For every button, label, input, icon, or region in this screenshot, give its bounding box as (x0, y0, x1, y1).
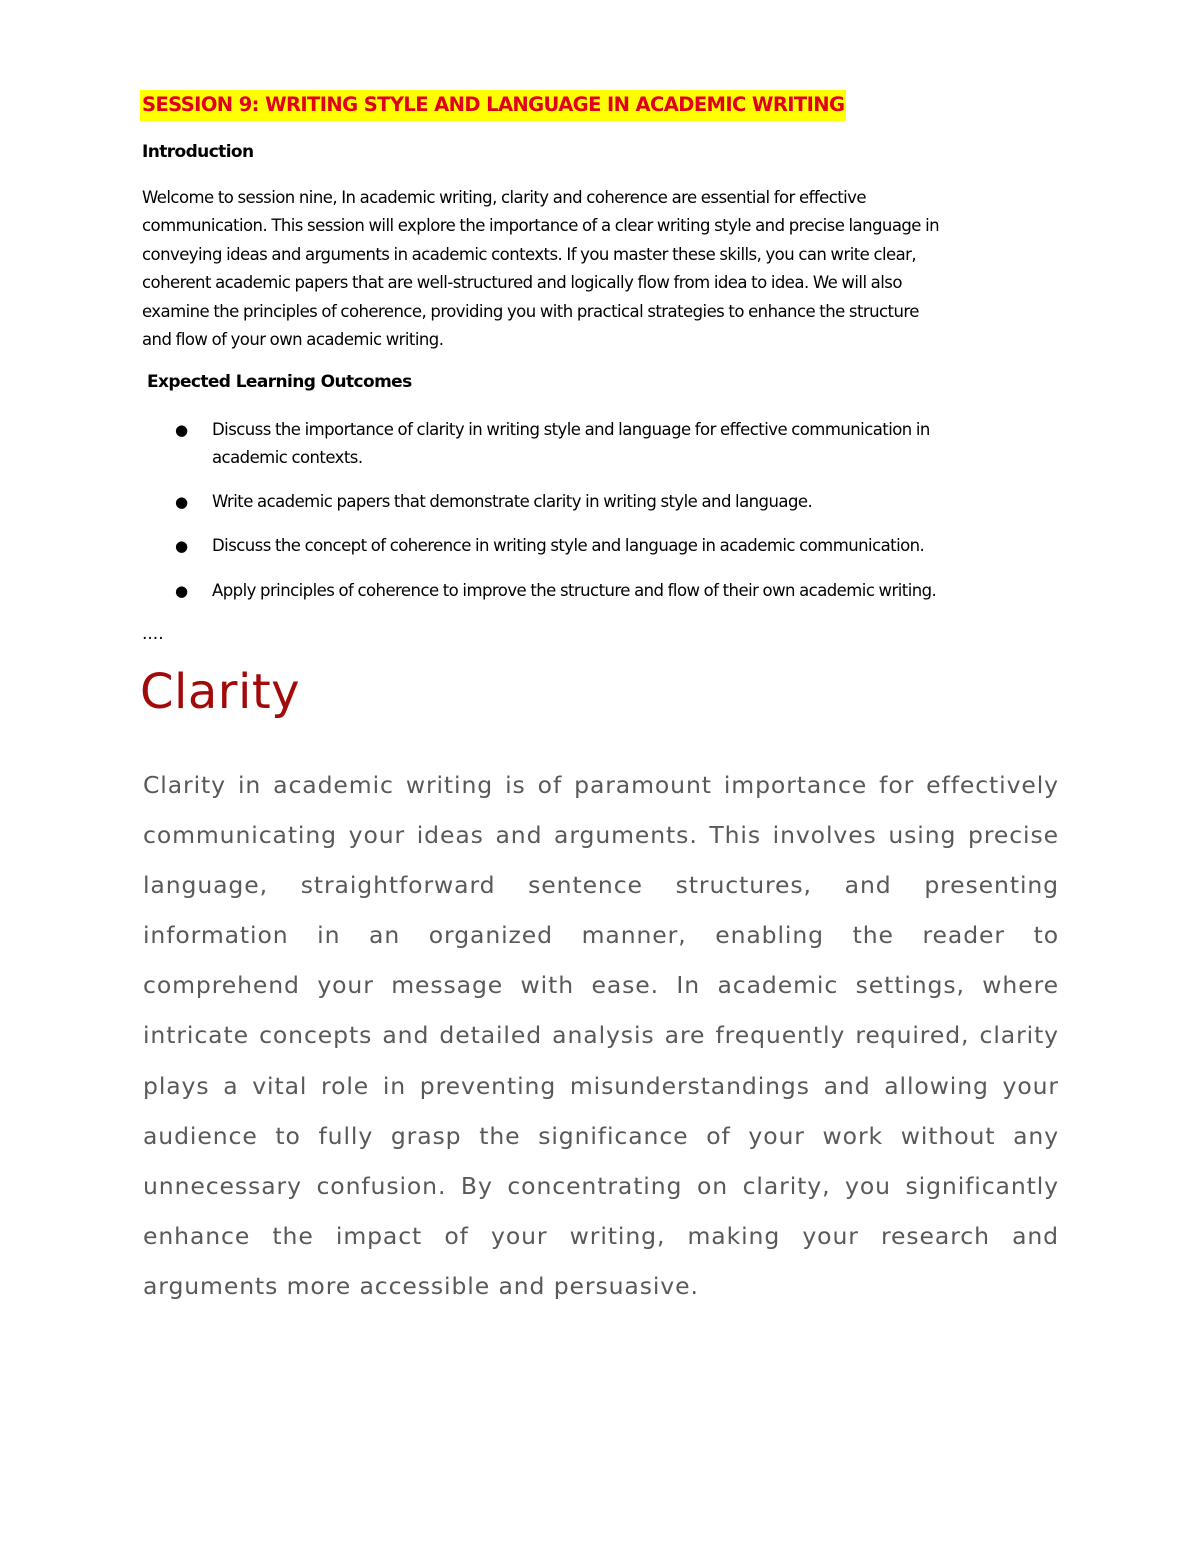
intro-line: communication. This session will explore the importance of a clear writing style and precise language in (142, 216, 940, 236)
clarity-heading: Clarity (140, 664, 301, 720)
intro-line: examine the principles of coherence, providing you with practical strategies to enhance the structure (142, 301, 919, 321)
introduction-paragraph (142, 184, 1062, 354)
clarity-paragraph (143, 760, 1059, 1311)
outcome-text: Discuss the concept of coherence in writing style and language in academic communication. (212, 536, 925, 555)
clarity-line: intricate concepts and detailed analysis are frequently required, clarity (143, 1021, 1059, 1050)
clarity-line: comprehend your message with ease. In academic settings, where (143, 971, 1059, 1000)
list-item (172, 488, 1052, 532)
bullet-icon: ● (175, 421, 188, 439)
clarity-line: Clarity in academic writing is of paramount importance for effectively (143, 771, 1059, 799)
clarity-line: communicating your ideas and arguments. This involves using precise (143, 821, 1059, 850)
outcome-text: Discuss the importance of clarity in writing style and language for effective communication in (212, 420, 930, 439)
intro-line: Welcome to session nine, In academic writing, clarity and coherence are essential for effective (142, 188, 866, 207)
bullet-icon: ● (175, 537, 188, 555)
intro-line: and flow of your own academic writing. (142, 330, 444, 350)
intro-line: coherent academic papers that are well-structured and logically flow from idea to idea. We will also (142, 273, 902, 293)
session-title: SESSION 9: WRITING STYLE AND LANGUAGE IN ACADEMIC WRITING (140, 90, 846, 121)
outcome-text: Write academic papers that demonstrate clarity in writing style and language. (212, 492, 813, 511)
bullet-icon: ● (175, 493, 188, 511)
outcome-text: Apply principles of coherence to improve the structure and flow of their own academic writing. (212, 581, 937, 600)
clarity-line: language, straightforward sentence structures, and presenting (143, 871, 1059, 900)
clarity-line: plays a vital role in preventing misunderstandings and allowing your (143, 1071, 1059, 1100)
outcome-text-continued: academic contexts. (212, 448, 363, 468)
introduction-heading: Introduction (142, 142, 254, 162)
learning-outcomes-heading: Expected Learning Outcomes (147, 372, 412, 392)
learning-outcomes-list (172, 416, 1052, 617)
clarity-line: information in an organized manner, enabling the reader to (143, 921, 1059, 950)
clarity-line: unnecessary confusion. By concentrating on clarity, you significantly (143, 1171, 1059, 1200)
clarity-line: enhance the impact of your writing, making your research and (143, 1221, 1059, 1250)
clarity-line: arguments more accessible and persuasive. (143, 1271, 699, 1300)
bullet-icon: ● (175, 582, 188, 600)
list-item (172, 532, 1052, 577)
list-item (172, 577, 1052, 617)
ellipsis-separator: .... (142, 624, 164, 644)
list-item (172, 416, 1052, 488)
intro-line: conveying ideas and arguments in academic contexts. If you master these skills, you can write clear, (142, 244, 917, 264)
clarity-line: audience to fully grasp the significance of your work without any (143, 1121, 1059, 1150)
